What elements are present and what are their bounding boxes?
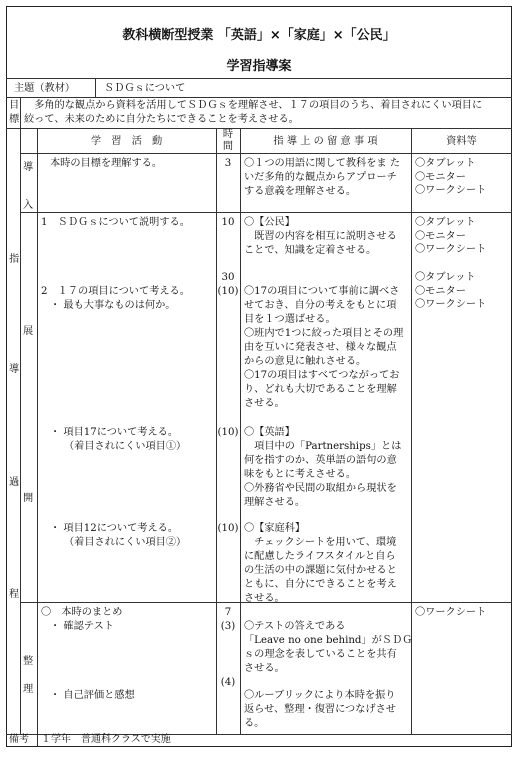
dev1-activity: 1 ＳＤＧｓについて説明する。 <box>41 217 190 228</box>
theme-label: 主題（教材） <box>14 83 76 94</box>
divider-intro <box>20 212 512 213</box>
dev1-notes: 〇【公民】 既習の内容を相互に説明させる ことで、知識を定着させる。 <box>244 217 397 256</box>
dev4-notes: 〇【家庭科】 チェックシートを用いて、環境 に配慮したライフスタイルと自ら の生活の中の課題に気付かせると ともに、自分にできることを考え させる。 <box>244 523 397 604</box>
summary-materials: 〇ワークシート <box>415 607 487 618</box>
dev3-time: (10) <box>217 427 239 438</box>
label-dounyu-2: 入 <box>23 200 34 211</box>
divider-side-labels <box>37 128 38 734</box>
label-seiri-2: 理 <box>23 684 34 695</box>
dev3-activity: ・ 項目17について考える。 （着目されにくい項目①） <box>50 427 187 452</box>
theme-value: ＳＤＧｓについて <box>104 83 186 94</box>
remarks-value: １学年 普通科クラスで実施 <box>41 734 171 745</box>
self-eval-activity: ・ 自己評価と感想 <box>50 690 135 701</box>
label-katei-4: 程 <box>9 589 20 600</box>
dev3-notes: 〇【英語】 項目中の「Partnerships」とは 何を指すのか、英単語の語句の意 味をもとに考えさせる。 〇外務省や民間の取組から現状を 理解させる。 <box>244 427 402 508</box>
dev4-time: (10) <box>217 523 239 534</box>
summary-time: (3) <box>220 621 236 632</box>
header-time-1: 時 <box>222 129 234 140</box>
dev2-notes: 〇17の項目について事前に調べさ せておき、自分の考えをもとに項 目を１つ選ばせる。 〇班内で1つに絞った項目とその理 由を互いに発表させ、様々な観点 からの意見に触れさせる。 〇17の項目はすべてつながってお り、どれも大切であることを理解 させる。 <box>244 286 404 409</box>
dev1-time: 10 <box>221 217 235 228</box>
divider-header <box>20 153 512 154</box>
goal-label-2: 標 <box>9 114 20 125</box>
divider-theme <box>6 97 512 98</box>
self-eval-notes: 〇ルーブリックにより本時を振り 返らせ、整理・復習につなげさせ る。 <box>244 690 396 729</box>
divider-time <box>240 128 241 734</box>
header-time-2: 間 <box>222 141 234 152</box>
intro-materials: 〇タブレット 〇モニター 〇ワークシート <box>415 158 487 196</box>
divider-left-margin <box>20 97 21 734</box>
dev2-time: (10) <box>217 286 239 297</box>
label-tenkai-2: 開 <box>23 493 34 504</box>
header-notes: 指 導 上 の 留 意 事 項 <box>273 136 378 147</box>
header-activity: 学 習 活 動 <box>90 136 163 147</box>
label-dounyu-1: 導 <box>23 162 34 173</box>
goal-line-2: 絞って、未来のために自分たちにできることを考えさせる。 <box>24 114 299 125</box>
summary-time-total: 7 <box>224 607 232 618</box>
dev1-materials: 〇タブレット 〇モニター 〇ワークシート <box>415 217 487 255</box>
label-seiri-1: 整 <box>23 656 34 667</box>
page-subtitle: 学習指導案 <box>226 59 292 74</box>
header-materials: 資料等 <box>446 136 477 147</box>
divider-theme-label <box>95 78 96 97</box>
self-eval-time: (4) <box>220 677 236 688</box>
intro-activity: 本時の目標を理解する。 <box>50 158 163 169</box>
page-title: 教科横断型授業 「英語」×「家庭」×「公民」 <box>122 28 396 43</box>
remarks-label: 備考 <box>9 734 29 745</box>
summary-activity: 〇 本時のまとめ ・ 確認テスト <box>41 607 123 632</box>
divider-title <box>6 78 512 79</box>
dev4-activity: ・ 項目12について考える。 （着目されにくい項目②） <box>50 523 187 548</box>
divider-remarks-label <box>37 734 38 747</box>
dev2-activity: 2 １７の項目について考える。 ・ 最も大事なものは何か。 <box>41 286 190 311</box>
label-katei-1: 指 <box>9 254 20 265</box>
label-tenkai-1: 展 <box>23 326 34 337</box>
dev2-time-total: 30 <box>221 272 235 283</box>
intro-time: 3 <box>224 158 232 169</box>
label-katei-2: 導 <box>9 364 20 375</box>
divider-goal <box>6 128 512 129</box>
dev2-materials: 〇タブレット 〇モニター 〇ワークシート <box>415 272 487 310</box>
label-katei-3: 過 <box>9 477 20 488</box>
goal-line-1: 多角的な観点から資料を活用してＳＤＧｓを理解させ、１７の項目のうち、着目されにくい項目に <box>24 100 483 111</box>
goal-label-1: 目 <box>9 100 20 111</box>
intro-notes: 〇１つの用語に関して教科をま た いだ多角的な観点からアプローチ する意義を理解させる。 <box>244 158 401 197</box>
summary-notes: 〇テストの答えである 「Leave no one behind」がＳＤＧ ｓの理念を表していることを共有 させる。 <box>244 621 413 674</box>
